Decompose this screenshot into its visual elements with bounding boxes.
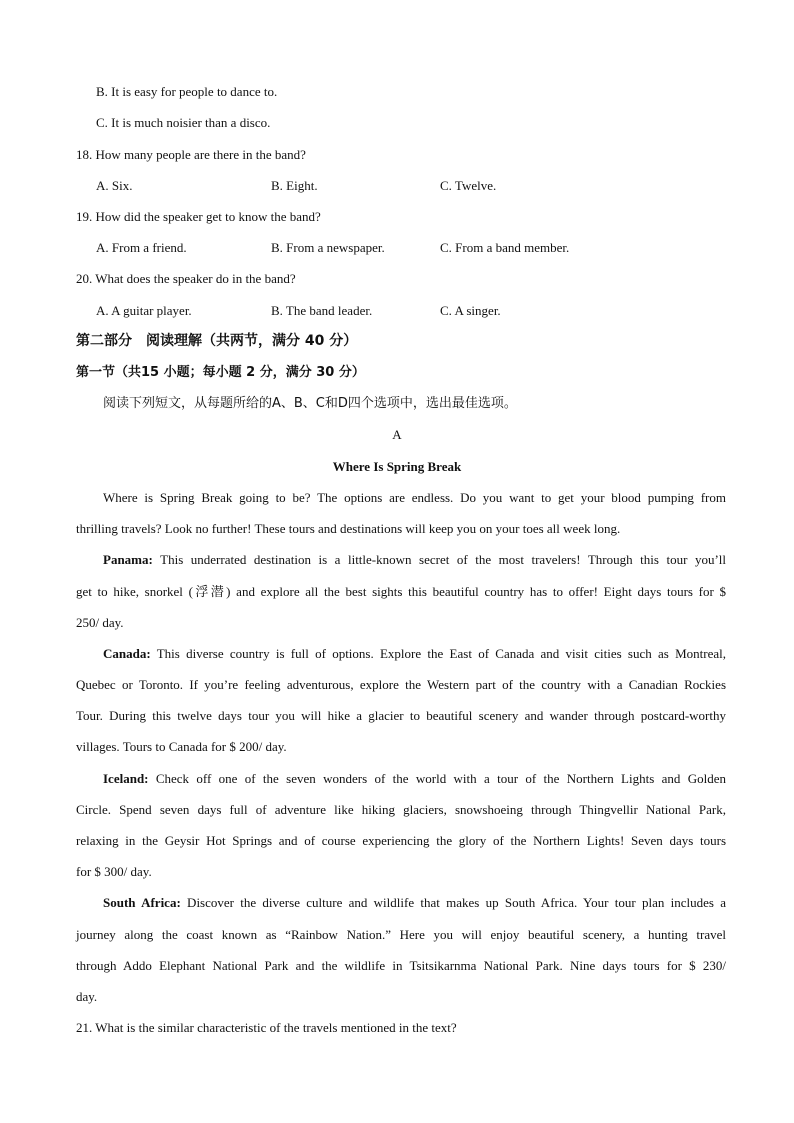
canada-label: Canada: (103, 646, 151, 661)
q20-option-a: A. A guitar player. (96, 303, 192, 318)
canada-text-1: This diverse country is full of options. Explore the East of Canada and visit cities such as Montreal, (150, 646, 726, 661)
south-africa-line-1 (103, 895, 726, 911)
south-africa-text-1: Discover the diverse culture and wildlife that makes up South Africa. Your tour plan includes a (180, 895, 726, 910)
iceland-line-2: Circle. Spend seven days full of adventure like hiking glaciers, snowshoeing through Thingvellir National Park, (76, 802, 726, 817)
q18-question: 18. How many people are there in the band? (76, 147, 306, 162)
panama-line-3: 250/ day. (76, 615, 124, 630)
section1-heading: 第一节（共15 小题；每小题 2 分，满分 30 分） (76, 365, 365, 380)
iceland-text-1: Check off one of the seven wonders of the world with a tour of the Northern Lights and Golden (148, 771, 726, 786)
passage-title: Where Is Spring Break (332, 459, 462, 474)
passage-letter: A (392, 427, 402, 442)
q20-option-b: B. The band leader. (271, 303, 373, 318)
q18-option-a: A. Six. (96, 178, 133, 193)
q18-option-b: B. Eight. (271, 178, 318, 193)
south-africa-label: South Africa: (103, 895, 181, 910)
q19-option-c: C. From a band member. (440, 240, 570, 255)
canada-line-2: Quebec or Toronto. If you’re feeling adventurous, explore the Western part of the country with a Canadian Rockies (76, 677, 726, 692)
iceland-line-4: for $ 300/ day. (76, 864, 152, 879)
iceland-label: Iceland: (103, 771, 149, 786)
q20-question: 20. What does the speaker do in the band? (76, 271, 296, 286)
q17-option-b: B. It is easy for people to dance to. (96, 84, 278, 99)
q19-option-a: A. From a friend. (96, 240, 187, 255)
panama-label: Panama: (103, 552, 153, 567)
south-africa-line-4: day. (76, 989, 98, 1004)
south-africa-line-2: journey along the coast known as “Rainbow Nation.” Here you will enjoy beautiful scenery, a hunting travel (76, 927, 726, 942)
iceland-line-1 (103, 771, 726, 787)
canada-line-3: Tour. During this twelve days tour you will hike a glacier to beautiful scenery and wander through postcard-worthy (76, 708, 726, 723)
q20-option-c: C. A singer. (440, 303, 501, 318)
panama-line-1 (103, 552, 726, 568)
instructions: 阅读下列短文，从每题所给的A、B、C和D四个选项中，选出最佳选项。 (103, 396, 517, 411)
south-africa-line-3: through Addo Elephant National Park and the wildlife in Tsitsikarnma National Park. Nine days tours for $ 230/ (76, 958, 726, 973)
q19-option-b: B. From a newspaper. (271, 240, 385, 255)
q17-option-c: C. It is much noisier than a disco. (96, 115, 271, 130)
q18-option-c: C. Twelve. (440, 178, 497, 193)
canada-line-4: villages. Tours to Canada for $ 200/ day. (76, 739, 287, 754)
panama-text-1: This underrated destination is a little-known secret of the most travelers! Through this tour you’ll (152, 552, 726, 567)
q19-question: 19. How did the speaker get to know the band? (76, 209, 321, 224)
iceland-line-3: relaxing in the Geysir Hot Springs and of course experiencing the glory of the Northern Lights! Seven days tours (76, 833, 726, 848)
panama-line-2: get to hike, snorkel (浮潜) and explore all the best sights this beautiful country has to offer! Eight days tours for $ (76, 584, 726, 599)
intro-line-1: Where is Spring Break going to be? The options are endless. Do you want to get your blood pumping from (103, 490, 726, 505)
canada-line-1 (103, 646, 726, 662)
q21-question: 21. What is the similar characteristic of the travels mentioned in the text? (76, 1020, 457, 1035)
part2-heading: 第二部分 阅读理解（共两节，满分 40 分） (76, 333, 358, 349)
intro-line-2: thrilling travels? Look no further! These tours and destinations will keep you on your toes all week long. (76, 521, 621, 536)
